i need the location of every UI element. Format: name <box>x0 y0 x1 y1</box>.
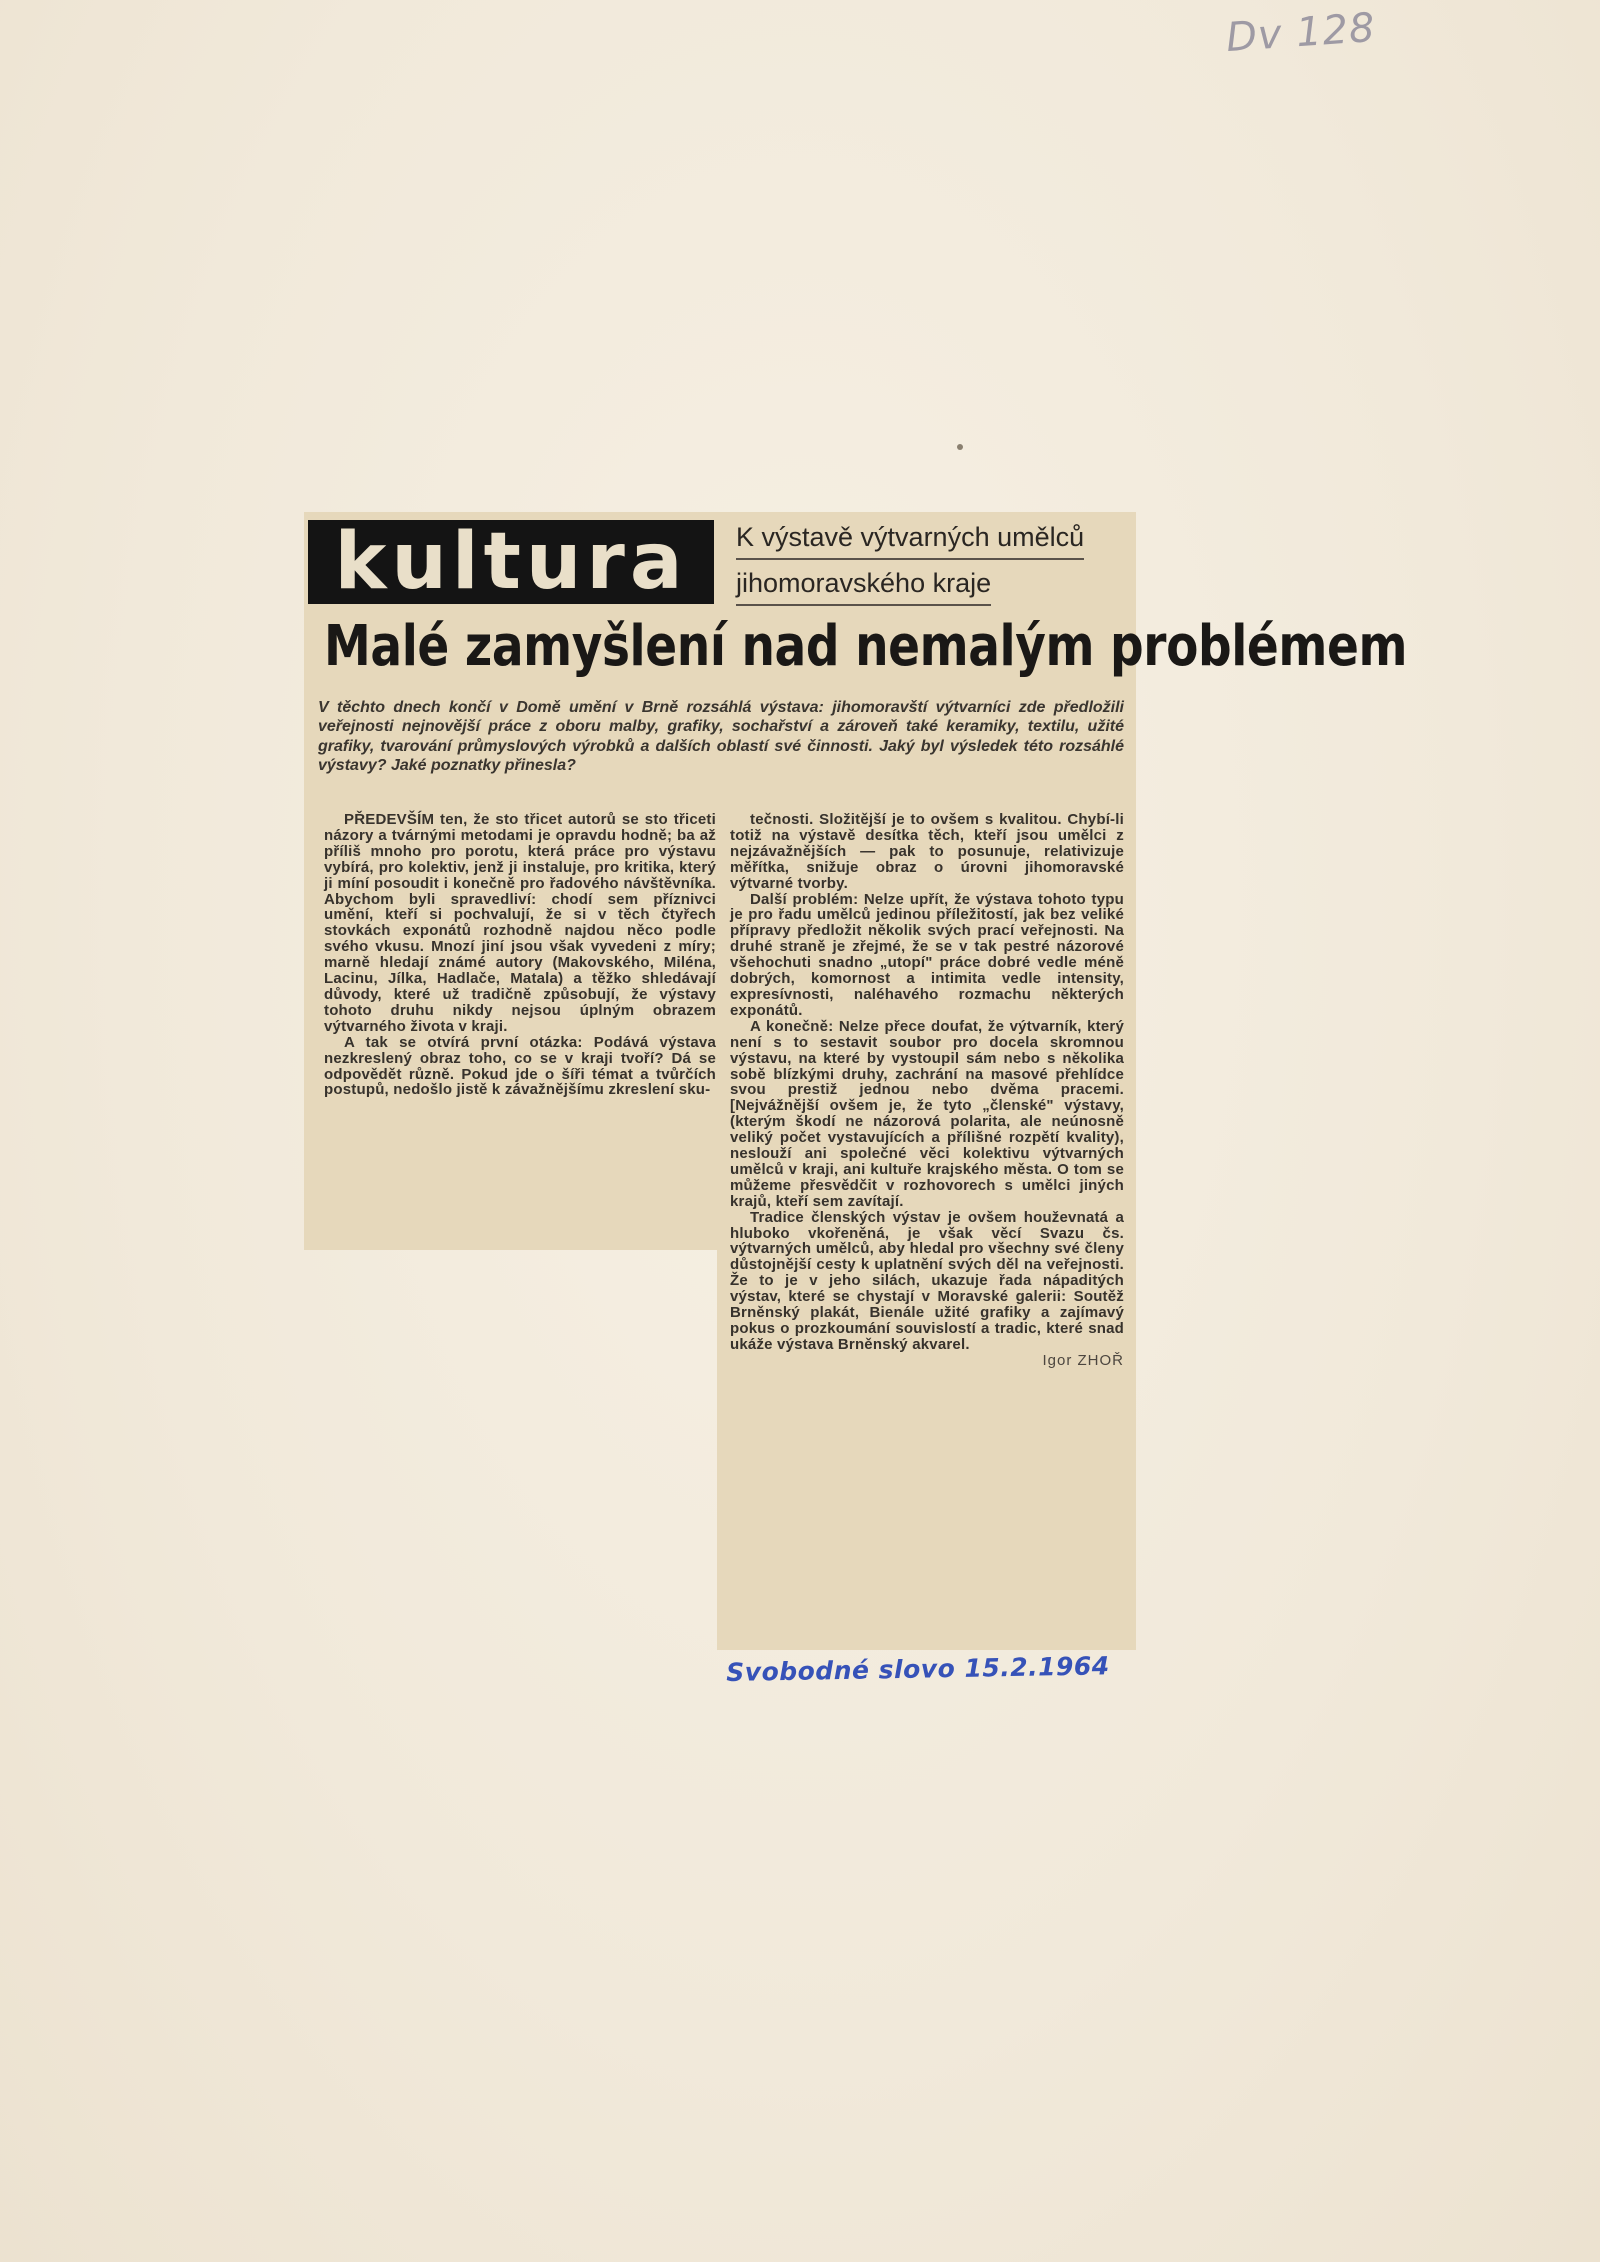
section-masthead: kultura <box>308 520 714 604</box>
paragraph: Tradice členských výstav je ovšem houževnatá a hluboko vkořeněná, je však věcí Svazu čs. výtvarných umělců, aby hledal pro všechny své členy důstojnější cesty k uplatnění svých děl na veřejnosti. Že to je v jeho silách, ukazuje řada nápaditých výstav, které se chystají v Moravské galerii: Soutěž Brněnský plakát, Bienále užité grafiky a zajímavý pokus o prozkoumání souvislostí a tradic, které snad ukáže výstava Brněnský akvarel. <box>730 1208 1124 1353</box>
article-column-2 <box>730 812 1124 1369</box>
paper-speck <box>957 444 963 450</box>
handwritten-source-note: Svobodné slovo 15.2.1964 <box>726 1651 1110 1687</box>
paragraph: tečnosti. Složitější je to ovšem s kvalitou. Chybí-li totiž na výstavě desítka těch, kteří jsou umělci z nejzávažnějších — pak to posunuje, relativizuje měřítka, snižuje obraz o úrovni jihomoravské výtvarné tvorby. <box>730 811 1124 892</box>
kicker-line-2: jihomoravského kraje <box>736 562 991 606</box>
paragraph: A konečně: Nelze přece doufat, že výtvarník, který není s to sestavit soubor pro docela skromnou výstavu, na které by vystoupil sám nebo s několika sobě blízkými druhy, zachrání na masové přehlídce svou prestiž jednou nebo dvěma pracemi. [Nejvážnější ovšem je, že tyto „členské" výstavy, (kterým škodí ne názorová polarita, ale neúnosně veliký počet vystavujících a přílišné rozpětí kvality), neslouží ani společné věci kolektivu výtvarných umělců v kraji, ani kultuře krajského města. O tom se můžeme přesvědčit v rozhovorech s umělci jiných krajů, kteří sem zavítají. <box>730 1017 1124 1210</box>
paragraph: A tak se otvírá první otázka: Podává výstava nezkreslený obraz toho, co se v kraji tvoří? Dá se odpovědět různě. Pokud jde o šíři témat a tvůrčích postupů, nedošlo jistě k závažnějšímu zkreslení sku- <box>324 1033 716 1099</box>
headline: Malé zamyšlení nad nemalým problémem <box>324 614 1408 679</box>
kicker-line-1: K výstavě výtvarných umělců <box>736 516 1084 560</box>
newspaper-clipping <box>304 512 1408 1662</box>
lead-paragraph: V těchto dnech končí v Domě umění v Brně rozsáhlá výstava: jihomoravští výtvarníci zde předložili veřejnosti nejnovější práce z oboru malby, grafiky, sochařství a zároveň také keramiky, textilu, užité grafiky, tvarování průmyslových výrobků a dalších oblastí své činnosti. Jaký byl výsledek této rozsáhlé výstavy? Jaké poznatky přinesla? <box>318 699 1124 774</box>
archive-mark: Dv 128 <box>1224 4 1377 62</box>
paragraph: Další problém: Nelze upřít, že výstava tohoto typu je pro řadu umělců jedinou příležitostí, jak bez veliké přípravy předložit několik svých prací veřejnosti. Na druhé straně je zřejmé, že se v tak pestré názorové všehochuti snadno „utopí" práce dobré vedle méně dobrých, komornost a intimita vedle intensity, expresívnosti, naléhavého rozmachu některých exponátů. <box>730 890 1124 1019</box>
article-column-1 <box>324 812 716 1098</box>
author-byline: Igor ZHOŘ <box>1042 1351 1124 1369</box>
kicker <box>736 516 1136 608</box>
paragraph: PŘEDEVŠÍM ten, že sto třicet autorů se sto třiceti názory a tvárnými metodami je opravdu hodně; ba až příliš mnoho pro porotu, která práce pro výstavu vybírá, pro kolektiv, jenž ji instaluje, pro kritika, který ji míní posoudit i konečně pro řadového návštěvníka. Abychom byli spravedliví: chodí sem příznivci umění, kteří si pochvalují, že si v těch čtyřech stovkách exponátů rozhodně najdou něco podle svého vkusu. Mnozí jiní jsou však vyvedeni z míry; marně hledají známé autory (Makovského, Miléna, Lacinu, Jílka, Hadlače, Matala) a těžko shledávají důvody, které už tradičně způsobují, že výstavy tohoto druhu nikdy nejsou úplným obrazem výtvarného života v kraji. <box>324 811 716 1035</box>
